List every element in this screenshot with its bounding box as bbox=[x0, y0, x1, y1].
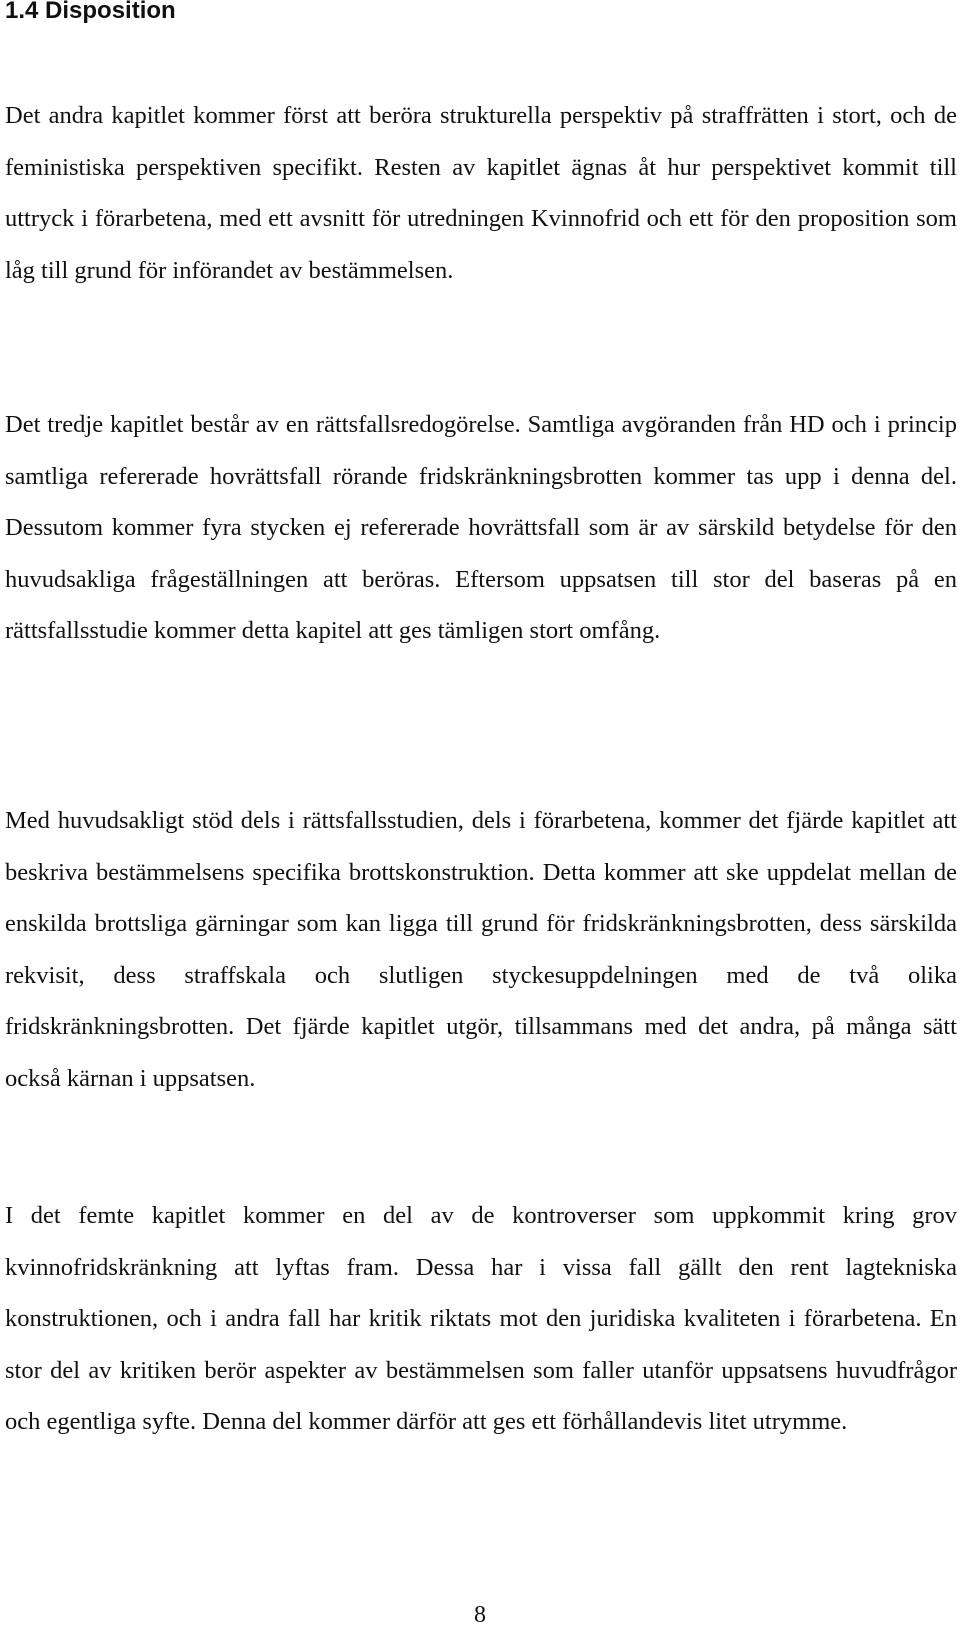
section-heading: 1.4 Disposition bbox=[5, 0, 176, 24]
paragraph-chapter-four: Med huvudsakligt stöd dels i rättsfallsstudien, dels i förarbetena, kommer det fjärde kapitlet att beskriva bestämmelsens specifika brottskonstruktion. Detta kommer att ske uppdelat mellan de enskilda brottsliga gärningar som kan ligga till grund för fridskränkningsbrotten, dess särskilda rekvisit, dess straffskala och slutligen styckesuppdelningen med de två olika fridskränkningsbrotten. Det fjärde kapitlet utgör, tillsammans med det andra, på många sätt också kärnan i uppsatsen. bbox=[5, 807, 957, 1092]
paragraph-chapter-three: Det tredje kapitlet består av en rättsfallsredogörelse. Samtliga avgöranden från HD och i princip samtliga refererade hovrättsfall rörande fridskränkningsbrotten kommer tas upp i denna del. Dessutom kommer fyra stycken ej refererade hovrättsfall som är av särskild betydelse för den huvudsakliga frågeställningen att beröras. Eftersom uppsatsen till stor del baseras på en rättsfallsstudie kommer detta kapitel att ges tämligen stort omfång. bbox=[5, 411, 957, 645]
paragraph-chapter-two: Det andra kapitlet kommer först att beröra strukturella perspektiv på straffrätten i stort, och de feministiska perspektiven specifikt. Resten av kapitlet ägnas åt hur perspektivet kommit till uttryck i förarbetena, med ett avsnitt för utredningen Kvinnofrid och ett för den proposition som låg till grund för införandet av bestämmelsen. bbox=[5, 102, 957, 284]
page-number: 8 bbox=[474, 1602, 486, 1628]
paragraph-chapter-five: I det femte kapitlet kommer en del av de kontroverser som uppkommit kring grov kvinnofridskränkning att lyftas fram. Dessa har i vissa fall gällt den rent lagtekniska konstruktionen, och i andra fall har kritik riktats mot den juridiska kvaliteten i förarbetena. En stor del av kritiken berör aspekter av bestämmelsen som faller utanför uppsatsens huvudfrågor och egentliga syfte. Denna del kommer därför att ges ett förhållandevis litet utrymme. bbox=[5, 1202, 957, 1436]
